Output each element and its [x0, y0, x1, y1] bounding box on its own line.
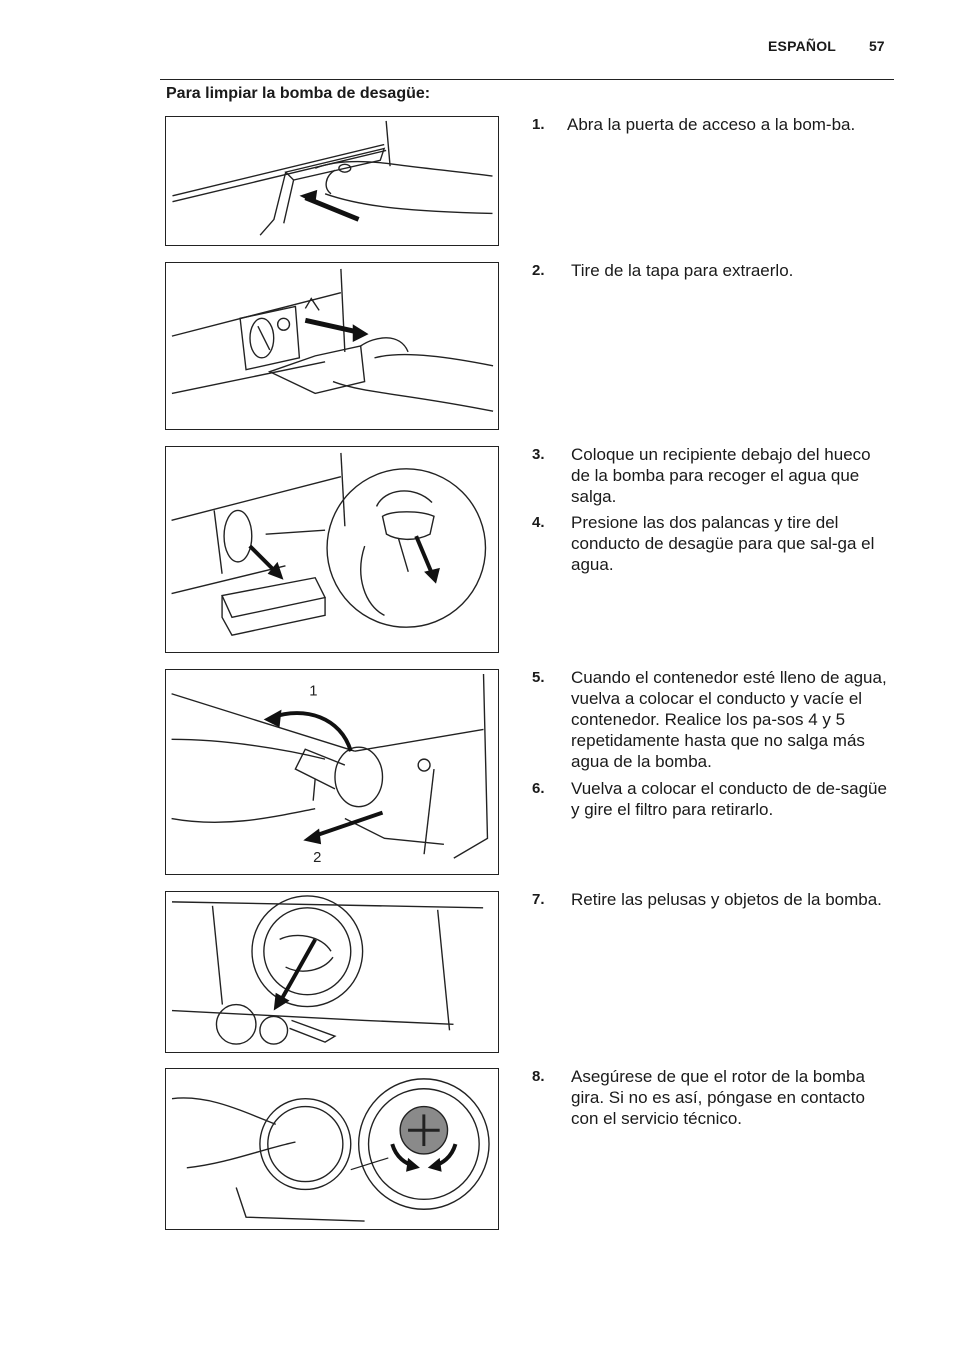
figure-rotate-filter: [165, 669, 499, 875]
step-text: Abra la puerta de acceso a la bom-ba.: [567, 115, 856, 134]
illustration-check-rotor: [166, 1069, 498, 1229]
page-number: 57: [869, 38, 885, 54]
illustration-pull-cover: [166, 263, 498, 429]
illustration-open-door: [166, 117, 498, 245]
figure-open-pump-door: [165, 116, 499, 246]
figure-pull-cover: [165, 262, 499, 430]
callout-2: 2: [313, 850, 322, 867]
step-text: Presione las dos palancas y tire del conducto de desagüe para que sal-ga el agua.: [571, 513, 875, 574]
step-number: 6.: [532, 780, 545, 797]
step-number: 2.: [532, 262, 545, 279]
step-number: 7.: [532, 891, 545, 908]
figure-drain-hose: [165, 446, 499, 653]
header-rule: [160, 79, 894, 80]
step-text: Retire las pelusas y objetos de la bomba.: [571, 890, 882, 909]
figure-check-rotor: [165, 1068, 499, 1230]
illustration-drain-water: [166, 447, 498, 652]
step-text: Asegúrese de que el rotor de la bomba gira. Si no es así, póngase en contacto con el servicio técnico.: [571, 1067, 865, 1128]
step-number: 4.: [532, 514, 545, 531]
step-number: 8.: [532, 1068, 545, 1085]
illustration-remove-objects: [166, 892, 498, 1052]
step-number: 5.: [532, 669, 545, 686]
step-number: 1.: [532, 116, 545, 133]
section-title: Para limpiar la bomba de desagüe:: [166, 85, 431, 102]
step-text: Tire de la tapa para extraerlo.: [571, 261, 794, 280]
header-language: ESPAÑOL: [768, 38, 837, 54]
step-text: Cuando el contenedor esté lleno de agua, vuelva a colocar el conducto y vacíe el contenedor. Realice los pa-sos 4 y 5 repetidamente hasta que no salga más agua de la bomba.: [571, 668, 887, 771]
callout-1: 1: [309, 683, 318, 700]
step-number: 3.: [532, 446, 545, 463]
figure-remove-lint: [165, 891, 499, 1053]
illustration-rotate-filter: [166, 670, 498, 874]
step-text: Vuelva a colocar el conducto de de-sagüe y gire el filtro para retirarlo.: [571, 779, 887, 819]
step-text: Coloque un recipiente debajo del hueco de la bomba para recoger el agua que salga.: [571, 445, 871, 506]
